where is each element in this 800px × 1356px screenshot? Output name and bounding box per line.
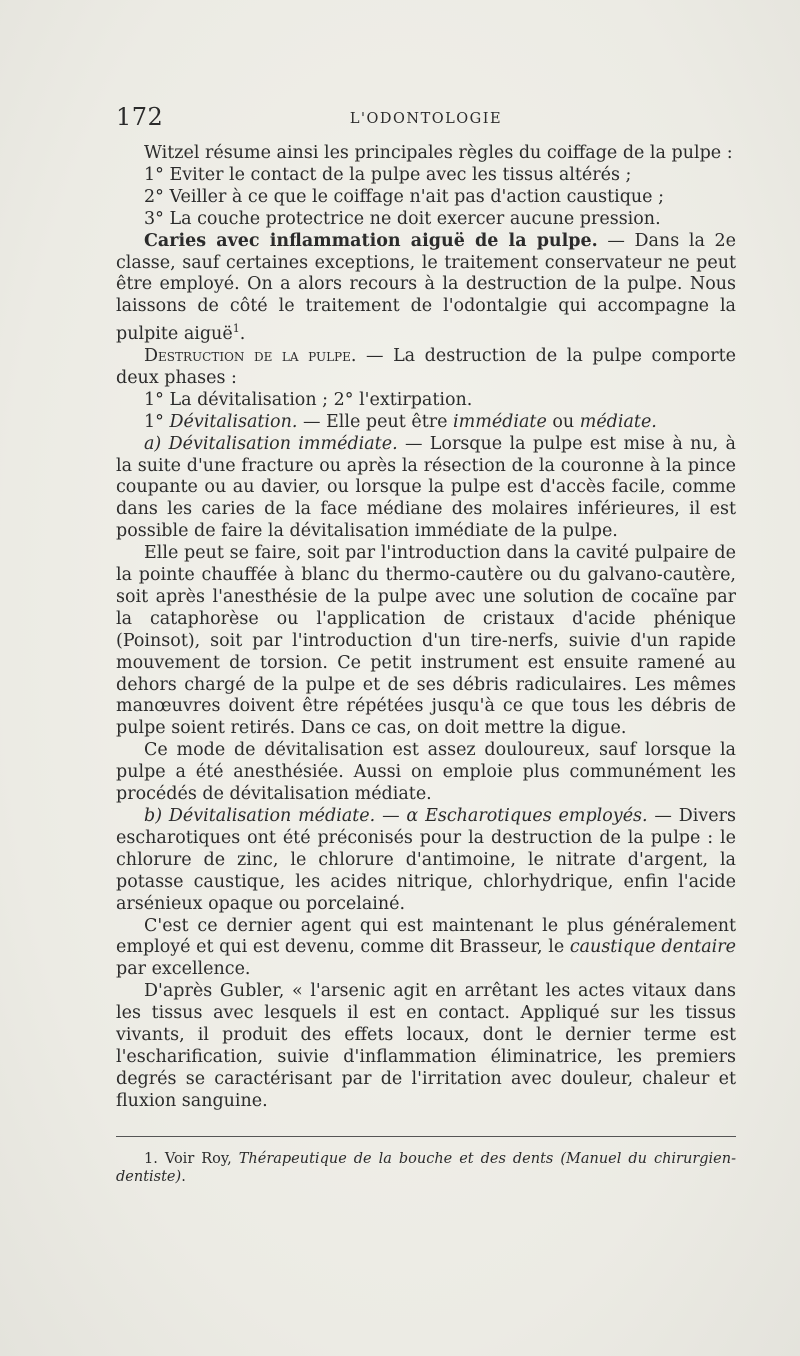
paragraph: Ce mode de dévitalisation est assez douloureux, sauf lorsque la pulpe a été anesthésiée. Aussi on emploie plus communément les procédés de dévitalisation médiate. — [116, 740, 736, 805]
paragraph: D'après Gubler, « l'arsenic agit en arrêtant les actes vitaux dans les tissus avec lesquels il est en contact. Appliqué sur les tissus vivants, il produit des effets locaux, dont le dernier terme est l'escharification, suivie d'inflammation éliminatrice, les premiers degrés se caractérisant par de l'irritation avec douleur, chaleur et fluxion sanguine. — [116, 981, 736, 1111]
page-body — [116, 143, 736, 1113]
list-item: 3° La couche protectrice ne doit exercer aucune pression. — [144, 208, 661, 229]
list-item: 1° Eviter le contact de la pulpe avec les tissus altérés ; — [144, 164, 632, 185]
footnote-ref: 1 — [232, 322, 240, 336]
paragraph-end: . — [239, 324, 246, 345]
page-header — [116, 103, 736, 135]
paragraph — [116, 412, 736, 434]
footnote-text — [116, 1150, 736, 1186]
footnote-title: Thérapeutique de la bouche et des dents (Manuel du chirurgien-dentiste) — [116, 1151, 736, 1185]
paragraph-text: C'est ce dernier agent qui est maintenant le plus généralement employé et qui est devenu, comme dit Brasseur, le — [116, 915, 736, 958]
footnote — [116, 1150, 736, 1186]
paragraph: Witzel résume ainsi les principales règles du coiffage de la pulpe : — [144, 143, 733, 163]
running-title: L'ODONTOLOGIE — [349, 111, 503, 127]
italic-term: immédiate — [453, 411, 547, 432]
italic-term: médiate. — [579, 411, 657, 432]
section-heading: Caries avec inflammation aiguë de la pulpe. — [144, 230, 598, 251]
paragraph — [116, 916, 736, 982]
paragraph-text: — Elle peut être — [297, 411, 454, 432]
paragraph — [116, 806, 736, 916]
paragraph: 1° La dévitalisation ; 2° l'extirpation. — [144, 389, 473, 410]
italic-term: α Escharotiques employés. — [406, 806, 648, 827]
paragraph-text: par excellence. — [116, 959, 251, 980]
page-number: 172 — [116, 103, 164, 131]
subsection-heading: Dévitalisation. — [169, 411, 298, 432]
subsection-heading: b) Dévitalisation médiate. — [144, 806, 376, 827]
footnote-end: . — [181, 1169, 186, 1185]
paragraph — [116, 231, 736, 346]
paragraph-text: — La destruction de la pulpe comporte deux phases : — [116, 345, 736, 388]
paragraph: Elle peut se faire, soit par l'introduction dans la cavité pulpaire de la pointe chauffée à blanc du thermo-cautère ou du galvano-cautère, soit après l'anesthésie de la pulpe avec une solution de cocaïne par la cataphorèse ou l'application de cristaux d'acide phénique (Poinsot), soit par l'introduction d'un tire-nerfs, suivie d'un rapide mouvement de torsion. Ce petit instrument est ensuite ramené au dehors chargé de la pulpe et de ses débris radiculaires. Les mêmes manœuvres doivent être répétées jusqu'à ce que tous les débris de pulpe soient retirés. Dans ce cas, on doit mettre la digue. — [116, 543, 736, 739]
paragraph — [116, 434, 736, 544]
paragraph-text: — Divers escharotiques ont été préconisés pour la destruction de la pulpe : le chlorure de zinc, le chlorure d'antimoine, le nitrate d'argent, la potasse caustique, les acides nitrique, chlorhydrique, enfin l'acide arsénieux opaque ou porcelainé. — [116, 806, 736, 914]
paragraph-number: 1° — [144, 411, 170, 432]
paragraph — [116, 346, 736, 390]
paragraph-text: — Dans la 2e classe, sauf certaines exceptions, le traitement conservateur ne peut être employé. On a alors recours à la destruction de la pulpe. Nous laissons de côté le traitement de l'odontalgie qui accompagne la pulpite aiguë — [116, 230, 736, 345]
paragraph-text: ou — [546, 411, 580, 432]
footnote-lead: 1. Voir Roy, — [144, 1151, 239, 1167]
paragraph-text: — Lorsque la pulpe est mise à nu, à la suite d'une fracture ou après la résection de la couronne à la pince coupante ou au davier, ou lorsque la pulpe est d'accès facile, comme dans les caries de la face médiane des molaires inférieures, il est possible de faire la dévitalisation immédiate de la pulpe. — [116, 433, 736, 542]
italic-term: caustique dentaire — [569, 937, 736, 958]
footnote-divider — [116, 1136, 736, 1137]
list-item: 2° Veiller à ce que le coiffage n'ait pas d'action caustique ; — [144, 186, 664, 207]
subsection-heading: a) Dévitalisation immédiate. — [144, 433, 398, 454]
separator: — — [375, 806, 407, 827]
section-heading: Destruction de la pulpe. — [144, 345, 357, 366]
